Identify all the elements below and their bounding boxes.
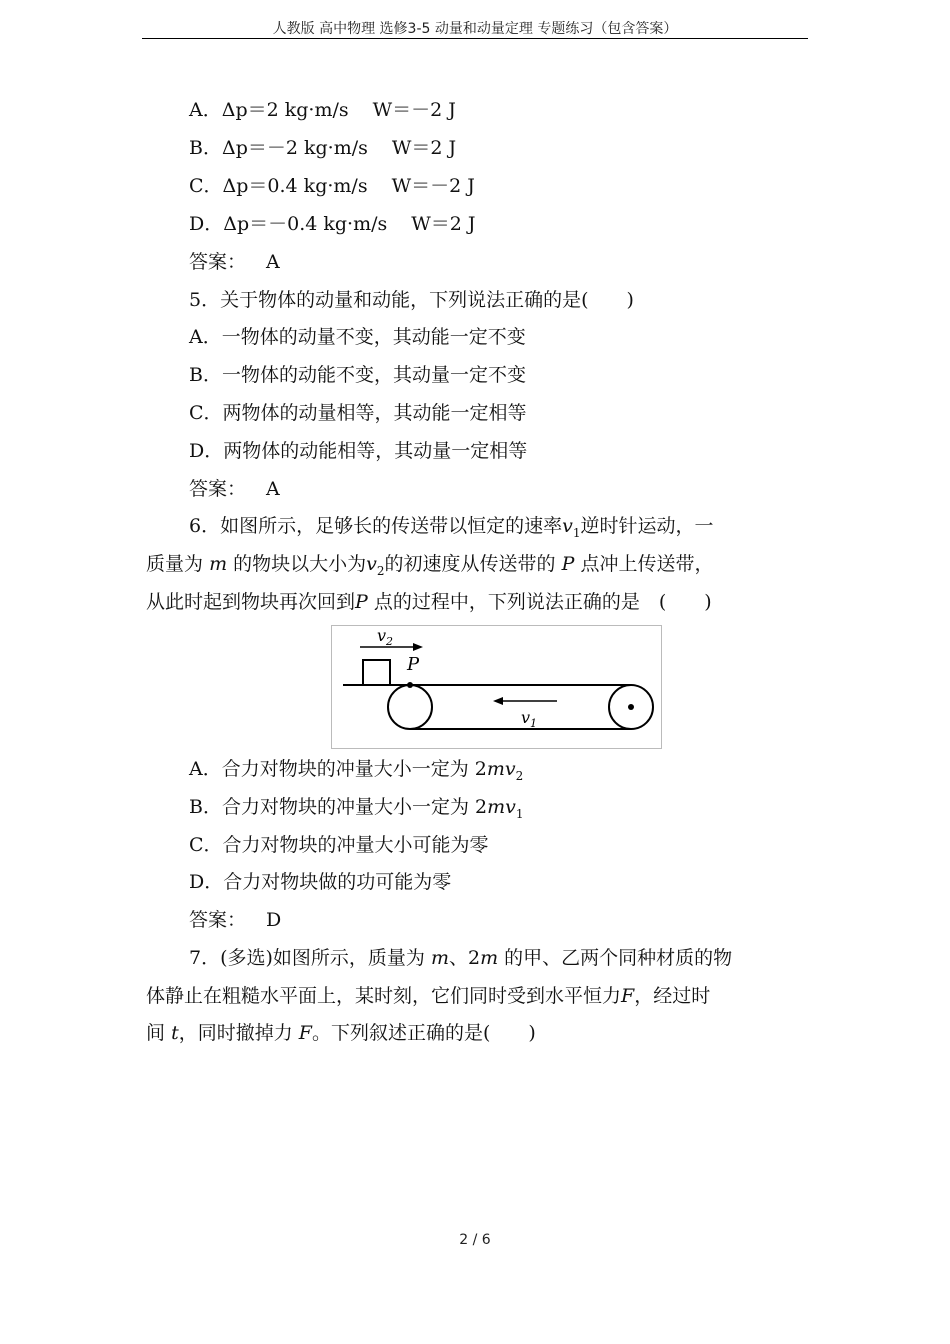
block [363,660,390,685]
q5-option-d: D．两物体的动能相等，其动量一定相等 [189,440,528,462]
q7-stem-line1: 7．(多选)如图所示，质量为 m、2m 的甲、乙两个同种材质的物 [189,947,733,969]
right-pulley-axle [628,704,634,710]
q5-answer: 答案： A [189,478,280,500]
q6-stem-line3: 从此时起到物块再次回到P 点的过程中，下列说法正确的是 ( ) [146,591,712,613]
q5-option-b: B．一物体的动能不变，其动量一定不变 [189,364,526,386]
q4-answer: 答案： A [189,251,280,273]
q6-stem-line1: 6．如图所示，足够长的传送带以恒定的速率$v_1$逆时针运动，一 [189,515,714,540]
v2-label: $v_2$ [377,626,394,648]
header-rule [142,38,808,39]
q4-option-b: B．Δp＝－2 kg·m/s W＝2 J [189,137,457,159]
q7-stem-line2: 体静止在粗糙水平面上，某时刻，它们同时受到水平恒力F，经过时 [146,985,711,1007]
conveyor-belt-figure [331,625,662,749]
q6-stem-line2: 质量为 m 的物块以大小为$v_2$的初速度从传送带的 P 点冲上传送带， [146,553,714,578]
q6-option-a: A．合力对物块的冲量大小一定为 $2mv_2$ [189,758,524,783]
q6-option-d: D．合力对物块做的功可能为零 [189,871,452,893]
q5-option-a: A．一物体的动量不变，其动能一定不变 [189,326,526,348]
q5-option-c: C．两物体的动量相等，其动能一定相等 [189,402,527,424]
q4-option-c: C．Δp＝0.4 kg·m/s W＝－2 J [189,175,475,197]
p-label: P [407,654,420,675]
v1-label: $v_1$ [521,708,538,730]
q7-stem-line3: 间 t，同时撤掉力 F。下列叙述正确的是( ) [146,1022,536,1044]
page-header: 人教版 高中物理 选修3-5 动量和动量定理 专题练习（包含答案） [272,21,678,37]
q4-option-a: A．Δp＝2 kg·m/s W＝－2 J [189,99,456,121]
page-number: 2 / 6 [459,1232,491,1248]
q5-stem: 5．关于物体的动量和动能，下列说法正确的是( ) [189,289,634,311]
q6-option-b: B．合力对物块的冲量大小一定为 $2mv_1$ [189,796,524,821]
q6-option-c: C．合力对物块的冲量大小可能为零 [189,834,489,856]
q6-answer: 答案： D [189,909,282,931]
q4-option-d: D．Δp＝－0.4 kg·m/s W＝2 J [189,213,476,235]
